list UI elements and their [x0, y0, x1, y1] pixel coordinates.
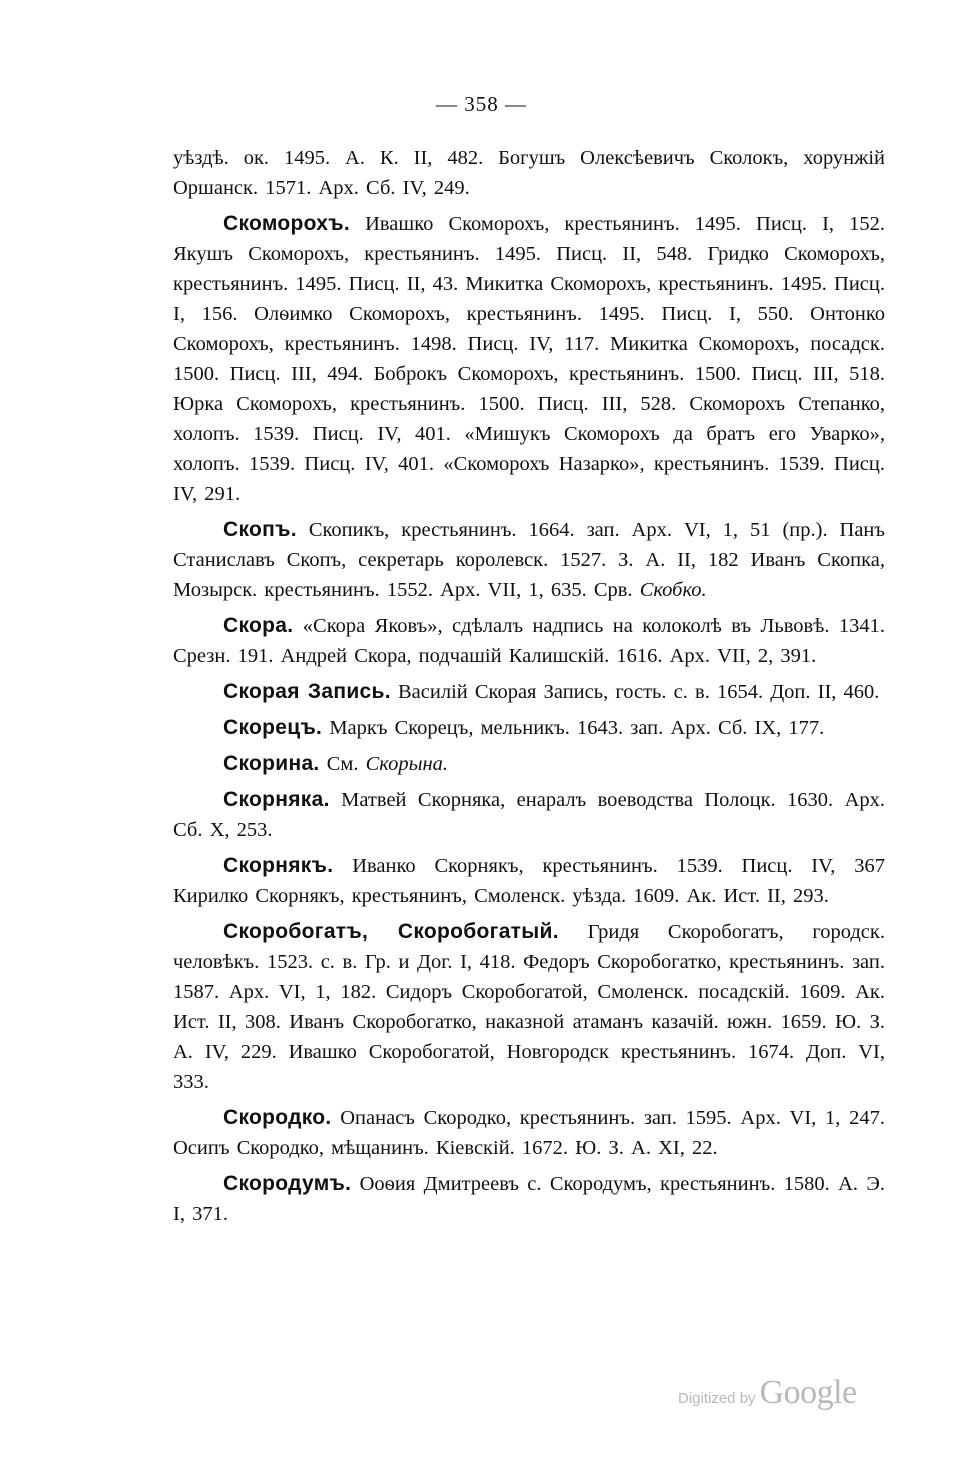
digitized-by-google-watermark [678, 1374, 857, 1412]
entry-headword: Скородко. [223, 1106, 332, 1129]
entry-text: Ивашко Скоморохъ, крестьянинъ. 1495. Писц. I, 152. Якушъ Скоморохъ, крестьянинъ. 1495. Писц. II, 548. Гридко Скоморохъ, крестьянинъ. 1495. Писц. II, 43. Микитка Скоморохъ, крестьянинъ. 1495. Писц. I, 156. Олѳимко Скоморохъ, крестьянинъ. 1495. Писц. I, 550. Онтонко Скоморохъ, крестьянинъ. 1498. Писц. IV, 117. Микитка Скоморохъ, посадск. 1500. Писц. III, 494. Боброкъ Скоморохъ, крестьянинъ. 1500. Писц. III, 518. Юрка Скоморохъ, крестьянинъ. 1500. Писц. III, 528. Скоморохъ Степанко, холопъ. 1539. Писц. IV, 401. «Мишукъ Скоморохъ да братъ его Уварко», холопъ. 1539. Писц. IV, 401. «Скоморохъ Назарко», крестьянинъ. 1539. Писц. IV, 291. [173, 213, 885, 505]
entry-headword: Скородумъ. [223, 1172, 352, 1195]
entry-text: Скопикъ, крестьянинъ. 1664. зап. Арх. VI, 1, 51 (пр.). Панъ Станиславъ Скопъ, секретарь королевск. 1527. З. А. II, 182 Иванъ Скопка, Мозырск. крестьянинъ. 1552. Арх. VII, 1, 635. Срв. [173, 519, 886, 601]
entry-headword: Скоробогатъ, Скоробогатый. [223, 920, 559, 943]
entry-skorobogat [173, 917, 885, 1097]
entry-cross-reference: Скобко. [639, 579, 707, 601]
entry-text: Опанасъ Скородко, крестьянинъ. зап. 1595. Арх. VI, 1, 247. Осипъ Скородко, мѣщанинъ. Кіевскій. 1672. Ю. З. А. XI, 22. [173, 1107, 885, 1159]
entry-text: уѣздѣ. ок. 1495. А. К. II, 482. Богушъ Олексѣевичъ Сколокъ, хорунжій Оршанск. 1571. Арх. Сб. IV, 249. [173, 147, 885, 199]
entry-skorodko [173, 1103, 885, 1163]
entry-text: «Скора Яковъ», сдѣлалъ надпись на колоколѣ въ Львовѣ. 1341. Срезн. 191. Андрей Скора, подчашій Калишскій. 1616. Арх. VII, 2, 391. [173, 615, 885, 667]
dictionary-text [173, 143, 885, 1235]
entry-headword: Скорняка. [223, 788, 330, 811]
entry-text: Маркъ Скорецъ, мельникъ. 1643. зап. Арх. Сб. IX, 177. [329, 717, 825, 739]
entry-headword: Скорина. [223, 752, 320, 775]
entry-text: Гридя Скоробогатъ, городск. человѣкъ. 1523. с. в. Гр. и Дог. I, 418. Федоръ Скоробогатко, крестьянинъ. зап. 1587. Арх. VI, 1, 182. Сидоръ Скоробогатой, Смоленск. посадскій. 1609. Ак. Ист. II, 308. Иванъ Скоробогатко, наказной атаманъ казачій. южн. 1659. Ю. З. А. IV, 229. Ивашко Скоробогатой, Новгородск крестьянинъ. 1674. Доп. VI, 333. [173, 921, 885, 1093]
entry-headword: Скора. [223, 614, 294, 637]
entry-skorets [173, 713, 885, 743]
entry-text: Василій Скорая Запись, гость. с. в. 1654. Доп. II, 460. [398, 681, 880, 703]
entry-text: Матвей Скорняка, енаралъ воеводства Полоцк. 1630. Арх. Сб. X, 253. [173, 789, 886, 841]
page-number: — 358 — [436, 92, 527, 116]
entry-text: Ооѳия Дмитреевъ с. Скородумъ, крестьянинъ. 1580. А. Э. I, 371. [173, 1173, 885, 1225]
entry-skorodum [173, 1169, 885, 1229]
entry-headword: Скорая Запись. [223, 680, 391, 703]
entry-text: Иванко Скорнякъ, крестьянинъ. 1539. Писц. IV, 367 Кирилко Скорнякъ, крестьянинъ, Смоленск. уѣзда. 1609. Ак. Ист. II, 293. [173, 855, 885, 907]
entry-skorina [173, 749, 885, 779]
google-logo: Google [759, 1374, 857, 1411]
entry-headword: Скоморохъ. [223, 212, 350, 235]
watermark-prefix: Digitized by [678, 1390, 756, 1407]
entry-skomorokh [173, 209, 885, 509]
entry-headword: Скорнякъ. [223, 854, 334, 877]
entry-skora [173, 611, 885, 671]
entry-skoraya-zapis [173, 677, 885, 707]
entry-skop [173, 515, 885, 605]
entry-text: См. [326, 753, 359, 775]
entry-skornyak [173, 851, 885, 911]
entry-cross-reference: Скорына. [365, 753, 449, 775]
entry-continuation [173, 143, 885, 203]
entry-skornyaka [173, 785, 885, 845]
entry-headword: Скорецъ. [223, 716, 323, 739]
entry-headword: Скопъ. [223, 518, 297, 541]
